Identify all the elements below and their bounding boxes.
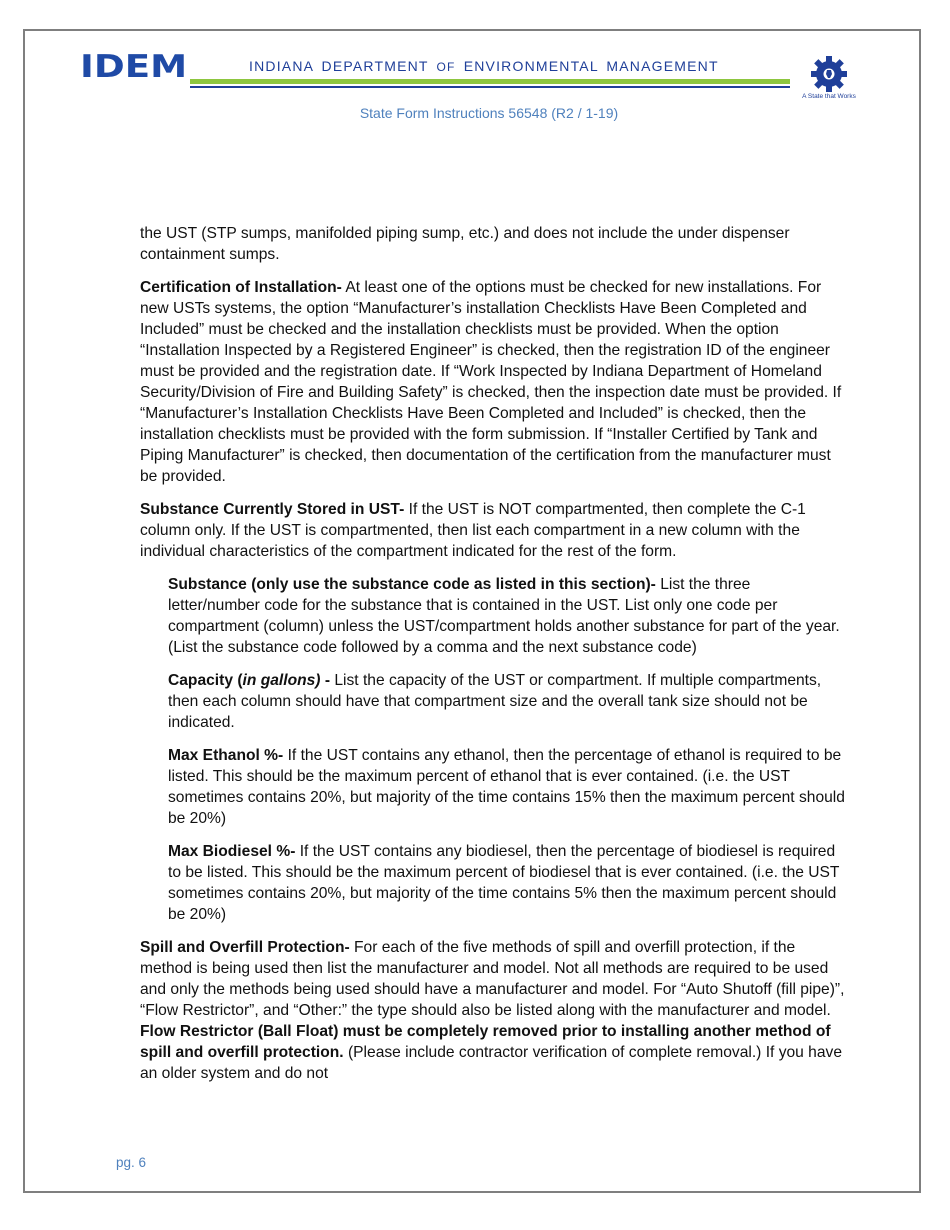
ethanol-text: If the UST contains any ethanol, then the percentage of ethanol is required to be listed. This should be the maximum percent of ethanol that is ever contained. (i.e. the UST sometimes contains 20%, but majority of the time contains 15% then the maximum percent should be 20%) — [168, 747, 845, 827]
spill-overfill-text-cont: (Please include contractor verification of complete removal.) If you have an older system and do not — [140, 1044, 842, 1082]
biodiesel-heading: Max Biodiesel %- — [168, 843, 296, 860]
spill-overfill-heading: Spill and Overfill Protection- — [140, 939, 350, 956]
certification-heading: Certification of Installation- — [140, 279, 342, 296]
document-body — [140, 223, 845, 1096]
page-number: pg. 6 — [116, 1155, 147, 1170]
biodiesel-text: If the UST contains any biodiesel, then the percentage of biodiesel is required to be listed. This should be the maximum percent of biodiesel that is ever contained. (i.e. the UST sometimes contains 20%, but majority of the time contains 5% then the maximum percent should be 20%) — [168, 843, 840, 923]
spill-overfill-paragraph — [140, 937, 845, 1084]
idem-logo: IDEM — [80, 49, 188, 85]
substance-stored-heading: Substance Currently Stored in UST- — [140, 501, 405, 518]
intro-paragraph — [140, 223, 845, 265]
agency-word: INDIANA — [249, 58, 314, 74]
substance-heading: Substance (only use the substance code as listed in this section)- — [168, 576, 656, 593]
ethanol-paragraph — [168, 745, 845, 829]
ethanol-heading: Max Ethanol %- — [168, 747, 284, 764]
agency-word: DEPARTMENT — [321, 58, 429, 74]
capacity-paragraph — [168, 670, 845, 733]
header-rule-green — [190, 79, 790, 84]
seal-tagline: A State that Works — [802, 93, 856, 100]
agency-word: OF — [436, 60, 456, 74]
intro-text: the UST (STP sumps, manifolded piping sump, etc.) and does not include the under dispenser containment sumps. — [140, 225, 790, 263]
substance-paragraph — [168, 574, 845, 658]
substance-stored-paragraph — [140, 499, 845, 562]
capacity-text: List the capacity of the UST or compartment. If multiple compartments, then each column should have that compartment size and the overall tank size should not be indicated. — [168, 672, 822, 731]
substance-text: List the three letter/number code for the substance that is contained in the UST. List only one code per compartment (column) unless the UST/compartment holds another substance for part of the year. (List the substance code followed by a comma and the next substance code) — [168, 576, 840, 656]
capacity-heading-unit: in gallons) — [242, 672, 321, 689]
certification-paragraph — [140, 277, 845, 487]
capacity-heading-b: - — [320, 672, 331, 689]
form-id: State Form Instructions 56548 (R2 / 1-19) — [359, 105, 619, 121]
biodiesel-paragraph — [168, 841, 845, 925]
agency-word: MANAGEMENT — [606, 58, 719, 74]
capacity-heading — [168, 672, 330, 689]
flow-restrictor-warning: Flow Restrictor (Ball Float) must be completely removed prior to installing another method of spill and overfill protection. — [140, 1023, 831, 1061]
substance-stored-text: If the UST is NOT compartmented, then complete the C-1 column only. If the UST is compartmented, then list each compartment in a new column with the individual characteristics of the compartment indicated for the rest of the form. — [140, 501, 806, 560]
agency-word: ENVIRONMENTAL — [463, 58, 599, 74]
capacity-heading-a: Capacity ( — [168, 672, 243, 689]
agency-name — [249, 58, 719, 74]
certification-text: At least one of the options must be checked for new installations. For new USTs systems, the option “Manufacturer’s installation Checklists Have Been Completed and Included” must be checked and the installation checklists must be provided. When the option “Installation Inspected by a Registered Engineer” is checked, then the registration ID of the engineer must be provided and the registration date. If “Work Inspected by Indiana Department of Homeland Security/Division of Fire and Building Safety” is checked, then the inspection date must be provided. If “Manufacturer’s Installation Checklists Have Been Completed and Included” is checked, then the installation checklists must be provided with the form submission. If “Installer Certified by Tank and Piping Manufacturer” is checked, then documentation of the certification from the manufacturer must be provided. — [140, 279, 842, 485]
header-rule-blue — [190, 86, 790, 88]
spill-overfill-text: For each of the five methods of spill and overfill protection, if the method is being used then list the manufacturer and model. Not all methods are required to be used and only the methods being used should have a manufacturer and model. For “Auto Shutoff (fill pipe)”, “Flow Restrictor”, and “Other:” the type should also be listed along with the manufacturer and model. — [140, 939, 845, 1019]
